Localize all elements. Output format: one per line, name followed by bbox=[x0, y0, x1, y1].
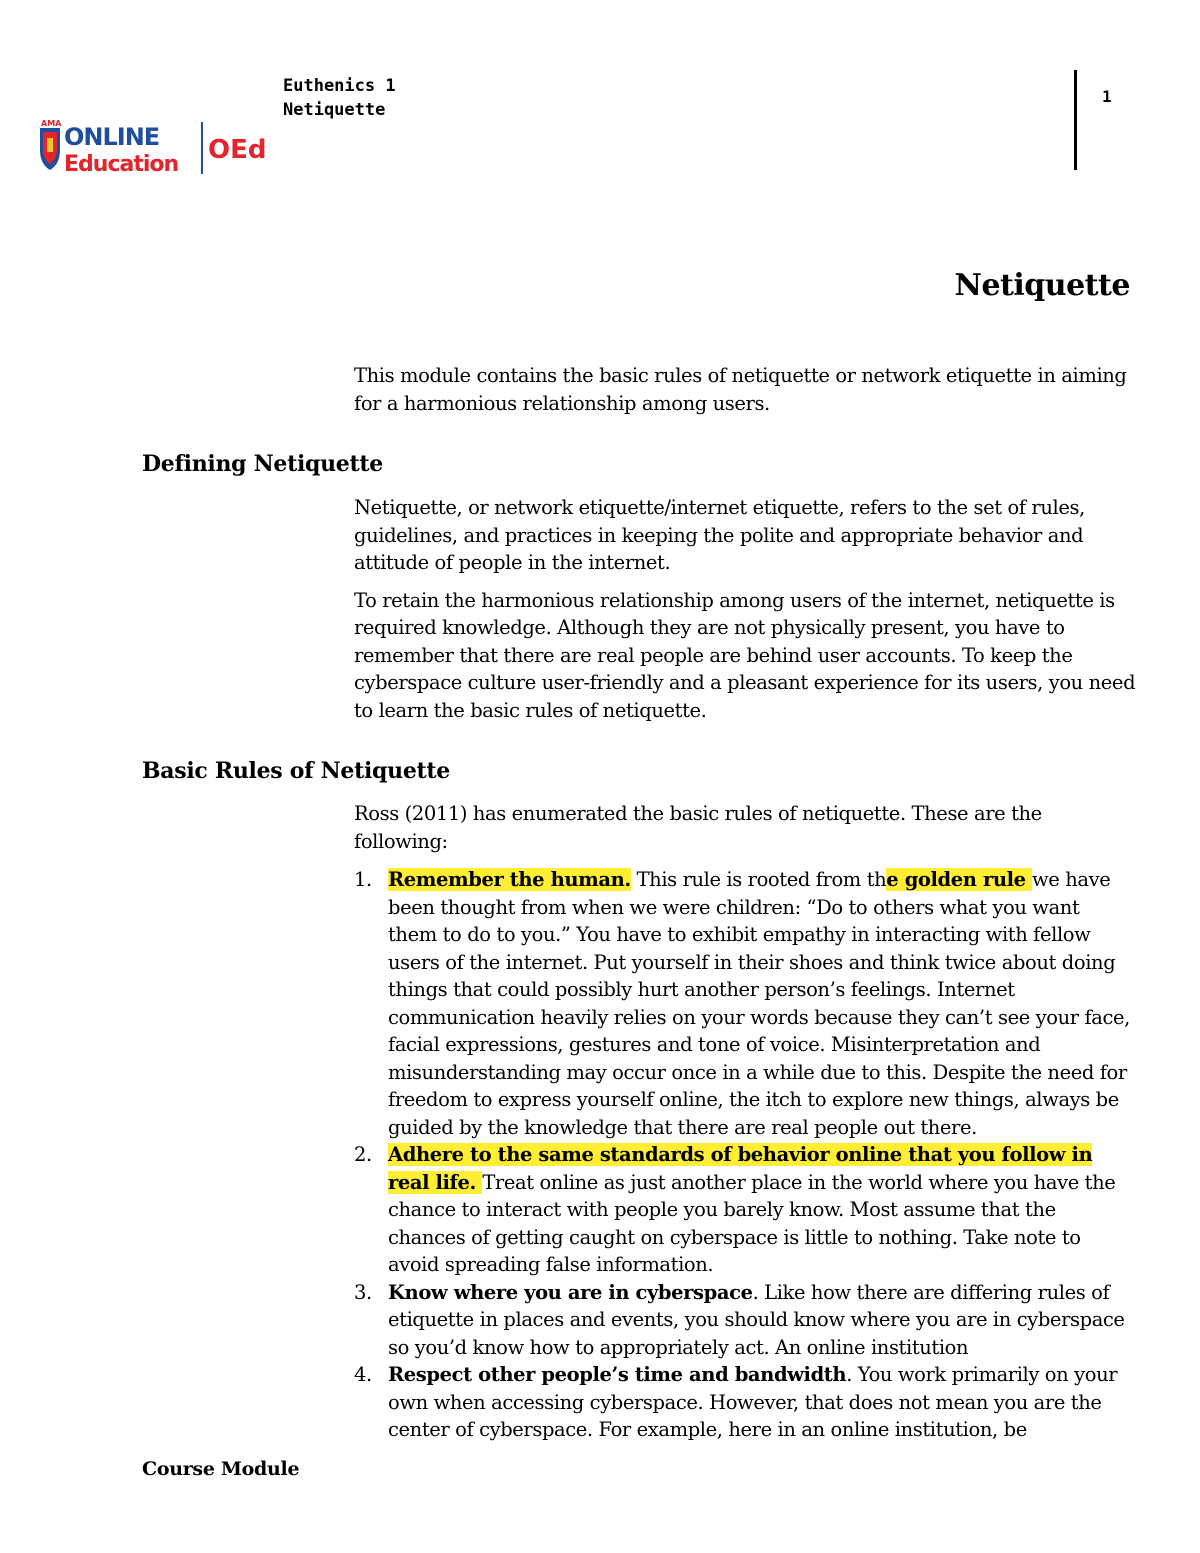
section-body-defining bbox=[354, 494, 1144, 734]
intro-paragraph bbox=[354, 362, 1144, 427]
rule-highlight: e golden rule bbox=[886, 868, 1033, 891]
section-body-basic-rules bbox=[354, 800, 1084, 865]
list-number: 4. bbox=[354, 1363, 372, 1386]
list-item bbox=[354, 1141, 1134, 1279]
list-number: 2. bbox=[354, 1143, 372, 1166]
section-heading-defining: Defining Netiquette bbox=[142, 451, 383, 477]
crest-icon bbox=[40, 128, 60, 170]
rule-text: . Like how there are differing rules of etiquette in places and events, you should know where you are in cyberspace so you’d know how to appropriately act. An online institution bbox=[388, 1280, 1125, 1359]
list-item bbox=[354, 1361, 1134, 1444]
paragraph: Netiquette, or network etiquette/internet etiquette, refers to the set of rules, guidelines, and practices in keeping the polite and appropriate behavior and attitude of people in the internet. bbox=[354, 496, 1085, 574]
section-heading-basic-rules: Basic Rules of Netiquette bbox=[142, 758, 450, 784]
rule-text: Treat online as just another place in the world where you have the chance to interact with people you barely know. Most assume that the chances of getting caught on cyberspace is little to nothing. Take note to avoid spreading false information. bbox=[388, 1170, 1116, 1276]
list-number: 1. bbox=[354, 868, 372, 891]
paragraph: To retain the harmonious relationship among users of the internet, netiquette is required knowledge. Although they are not physically present, you have to remember that there are real people are behind user accounts. To keep the cyberspace culture user-friendly and a pleasant experience for its users, you need to learn the basic rules of netiquette. bbox=[354, 588, 1136, 722]
wordmark-online: ONLINE bbox=[64, 123, 160, 151]
rules-list bbox=[354, 866, 1134, 1444]
badge-text: AMA bbox=[41, 119, 62, 128]
intro-text: This module contains the basic rules of netiquette or network etiquette in aiming for a harmonious relationship among users. bbox=[354, 364, 1127, 415]
header-divider bbox=[1074, 70, 1077, 170]
rule-title: Adhere to the same standards of behavior online that you follow in real life. bbox=[388, 1143, 1093, 1194]
list-item bbox=[354, 866, 1134, 1141]
rule-text: . You work primarily on your own when accessing cyberspace. However, that does not mean you are the center of cyberspace. For example, here in an online institution, be bbox=[388, 1363, 1118, 1441]
wordmark-oed: OEd bbox=[208, 135, 267, 165]
paragraph: Ross (2011) has enumerated the basic rules of netiquette. These are the following: bbox=[354, 802, 1042, 853]
list-item bbox=[354, 1279, 1134, 1362]
wordmark-education: Education bbox=[64, 152, 179, 176]
course-name: Euthenics 1 bbox=[283, 76, 396, 96]
course-topic: Netiquette bbox=[283, 100, 386, 120]
list-number: 3. bbox=[354, 1280, 372, 1304]
page-title: Netiquette bbox=[954, 268, 1130, 303]
online-education-logo bbox=[38, 118, 270, 176]
header-course-info bbox=[283, 74, 396, 122]
rule-text: This rule is rooted from th bbox=[630, 868, 887, 891]
rule-title: Know where you are in cyberspace bbox=[388, 1280, 753, 1304]
page-number: 1 bbox=[1102, 87, 1112, 106]
rule-text: we have been thought from when we were children: “Do to others what you want them to do to you.” You have to exhibit empathy in interacting with fellow users of the internet. Put yourself in their shoes and think twice about doing things that could possibly hurt another person’s feelings. Internet communication heavily relies on your words because they can’t see your face, facial expressions, gestures and tone of voice. Misinterpretation and misunderstanding may occur once in a while due to this. Despite the need for freedom to express yourself online, the itch to explore new things, always be guided by the knowledge that there are real people out there. bbox=[388, 868, 1130, 1139]
footer-course-module: Course Module bbox=[142, 1458, 300, 1480]
rule-title: Respect other people’s time and bandwidth bbox=[388, 1363, 847, 1386]
rule-title: Remember the human. bbox=[388, 868, 631, 891]
